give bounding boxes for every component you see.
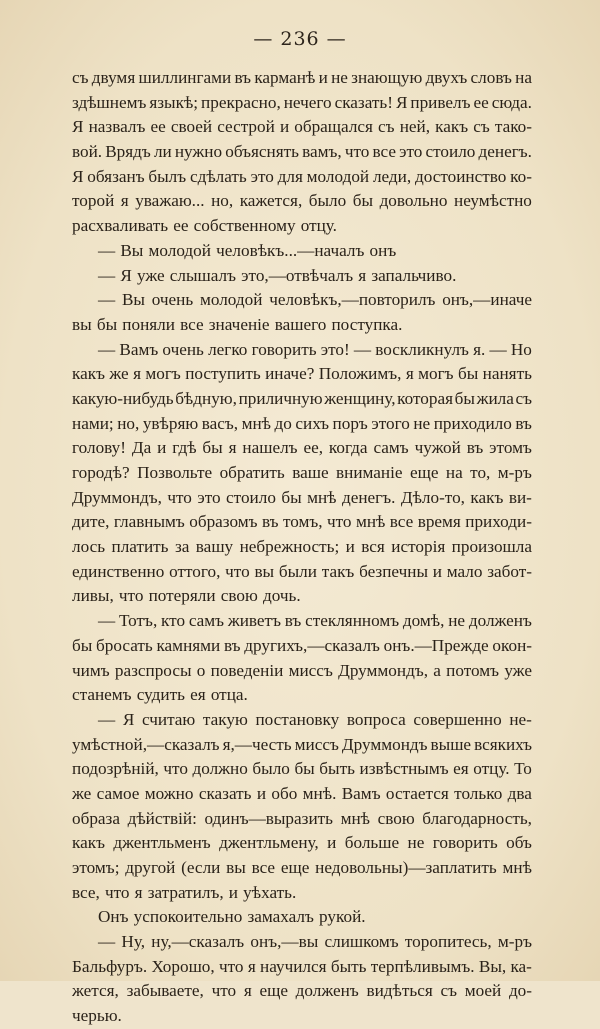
text-line: какую-нибудь бѣдную, приличную женщину, которая бы жила съ [72, 388, 532, 408]
text-line: Я назвалъ ее своей сестрой и обращался съ ней, какъ съ тако- [72, 117, 532, 137]
body-text [72, 66, 532, 1029]
text-line: торой я уважаю... но, кажется, было бы довольно неумѣстно [72, 191, 532, 211]
text-line: же самое можно сказать и обо мнѣ. Вамъ остается только два [72, 783, 532, 803]
text-line: этомъ; другой (если вы все еще недовольны)—заплатить мнѣ [72, 858, 532, 877]
text-line: — Я уже слышалъ это,—отвѣчалъ я запальчиво. [98, 265, 457, 285]
text-line: — Вы очень молодой человѣкъ,—повторилъ онъ,—иначе [98, 290, 532, 310]
text-line: вы бы поняли все значеніе вашего поступка. [72, 314, 403, 334]
text-line: образа дѣйствій: одинъ—выразить мнѣ свою благодарность, [72, 808, 532, 828]
text-line: все, что я затратилъ, и уѣхать. [72, 882, 297, 902]
text-line: жется, забываете, что я еще долженъ видѣться съ моей до- [72, 981, 532, 1001]
text-line: городѣ? Позвольте обратить ваше вниманіе еще на то, м-ръ [72, 463, 532, 482]
text-line: единственно оттого, что вы были такъ безпечны и мало забот- [72, 561, 532, 581]
text-line: Онъ успокоительно замахалъ рукой. [98, 907, 366, 927]
text-line: расхваливать ее собственному отцу. [72, 216, 337, 236]
text-line: какъ же я могъ поступить иначе? Положимъ, я могъ бы нанять [72, 364, 532, 384]
text-line: какъ джентльменъ джентльмену, и больше не говорить объ [72, 833, 532, 853]
text-line: подозрѣній, что должно было бы быть извѣстнымъ ея отцу. То [72, 759, 532, 779]
text-line: черью. [72, 1006, 122, 1026]
page-number: — 236 — [253, 28, 347, 50]
text-line: станемъ судить ея отца. [72, 685, 248, 705]
text-line: съ двумя шиллингами въ карманѣ и не знающую двухъ словъ на [72, 68, 532, 87]
text-line: Я обязанъ былъ сдѣлать это для молодой леди, достоинство ко- [72, 166, 532, 186]
text-line: — Тотъ, кто самъ живетъ въ стеклянномъ домѣ, не долженъ [98, 611, 532, 631]
text-line: вой. Врядъ ли нужно объяснять вамъ, что все это стоило денегъ. [72, 142, 532, 162]
text-line: — Вамъ очень легко говорить это! — воскликнулъ я. — Но [98, 339, 532, 359]
text-line: голову! Да и гдѣ бы я нашелъ ее, когда самъ чужой въ этомъ [72, 438, 532, 458]
text-line: — Ну, ну,—сказалъ онъ,—вы слишкомъ торопитесь, м-ръ [98, 932, 532, 952]
text-line: чимъ разспросы о поведеніи миссъ Друммондъ, а потомъ уже [72, 660, 532, 680]
text-line: дите, главнымъ образомъ въ томъ, что мнѣ все время приходи- [72, 512, 532, 532]
text-line: бы бросать камнями въ другихъ,—сказалъ онъ.—Прежде окон- [72, 635, 532, 655]
text-line: — Я считаю такую постановку вопроса совершенно не- [98, 709, 532, 729]
text-line: здѣшнемъ языкѣ; прекрасно, нечего сказать! Я привелъ ее сюда. [72, 92, 532, 112]
text-line: ливы, что потеряли свою дочь. [72, 586, 301, 606]
text-line: нами; но, увѣряю васъ, мнѣ до сихъ поръ этого не приходило въ [72, 413, 532, 433]
text-line: умѣстной,—сказалъ я,—честь миссъ Друммондъ выше всякихъ [72, 734, 532, 754]
text-line: лось платить за вашу небрежность; и вся исторія произошла [72, 537, 532, 557]
text-line: — Вы молодой человѣкъ...—началъ онъ [98, 240, 397, 260]
text-line: Друммондъ, что это стоило бы мнѣ денегъ. Дѣло-то, какъ ви- [72, 487, 532, 507]
text-line: Бальфуръ. Хорошо, что я научился быть терпѣливымъ. Вы, ка- [72, 956, 532, 976]
